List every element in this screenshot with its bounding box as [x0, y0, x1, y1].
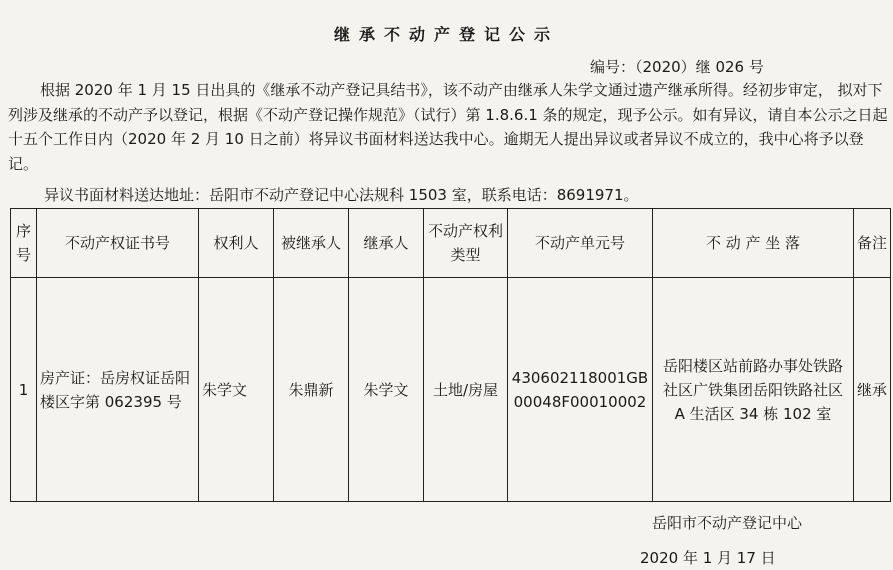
- cell-right-holder: 朱学文: [199, 278, 274, 502]
- document-title: 继承不动产登记公示: [333, 25, 559, 44]
- header-right-holder: 权利人: [199, 209, 274, 278]
- header-decedent: 被继承人: [274, 209, 349, 278]
- body-paragraph: 根据 2020 年 1 月 15 日出具的《继承不动产登记具结书》，该不动产由继承人朱学文通过遗产继承所得。经初步审定， 拟对下列涉及继承的不动产予以登记，根据《不动产登记操作规范》（试行）第 1.8.6.1 条的规定，现予公示。如有异议，请自本公示之日起十五个工作日内（2020 年 2 月 10 日之前）将异议书面材料送达我中心。逾期无人提出异议或者异议不成立的，我中心将予以登记。: [8, 81, 888, 173]
- cell-unit-number: 430602118001GB00048F00010002: [508, 278, 653, 502]
- cell-location: 岳阳楼区站前路办事处铁路社区广铁集团岳阳铁路社区 A 生活区 34 栋 102 室: [653, 278, 854, 502]
- cell-index: 1: [11, 278, 37, 502]
- property-table: [10, 208, 891, 502]
- cell-heir: 朱学文: [349, 278, 424, 502]
- header-index: 序号: [11, 209, 37, 278]
- header-right-type: 不动产权利类型: [424, 209, 508, 278]
- table-row: [11, 278, 891, 502]
- cell-certificate-number: 房产证：岳房权证岳阳楼区字第 062395 号: [37, 278, 199, 502]
- header-heir: 继承人: [349, 209, 424, 278]
- issue-date: 2020 年 1 月 17 日: [640, 549, 776, 567]
- header-location: 不 动 产 坐 落: [653, 209, 854, 278]
- header-remarks: 备注: [854, 209, 891, 278]
- header-unit-number: 不动产单元号: [508, 209, 653, 278]
- document-number: 编号：（2020）继 026 号: [590, 58, 764, 76]
- table-header-row: [11, 209, 891, 278]
- header-certificate-number: 不动产权证书号: [37, 209, 199, 278]
- objection-address: 异议书面材料送达地址：岳阳市不动产登记中心法规科 1503 室，联系电话：8691971。: [44, 186, 639, 204]
- cell-remarks: 继承: [854, 278, 891, 502]
- cell-right-type: 土地/房屋: [424, 278, 508, 502]
- cell-decedent: 朱鼎新: [274, 278, 349, 502]
- issuer-signature: 岳阳市不动产登记中心: [652, 514, 803, 532]
